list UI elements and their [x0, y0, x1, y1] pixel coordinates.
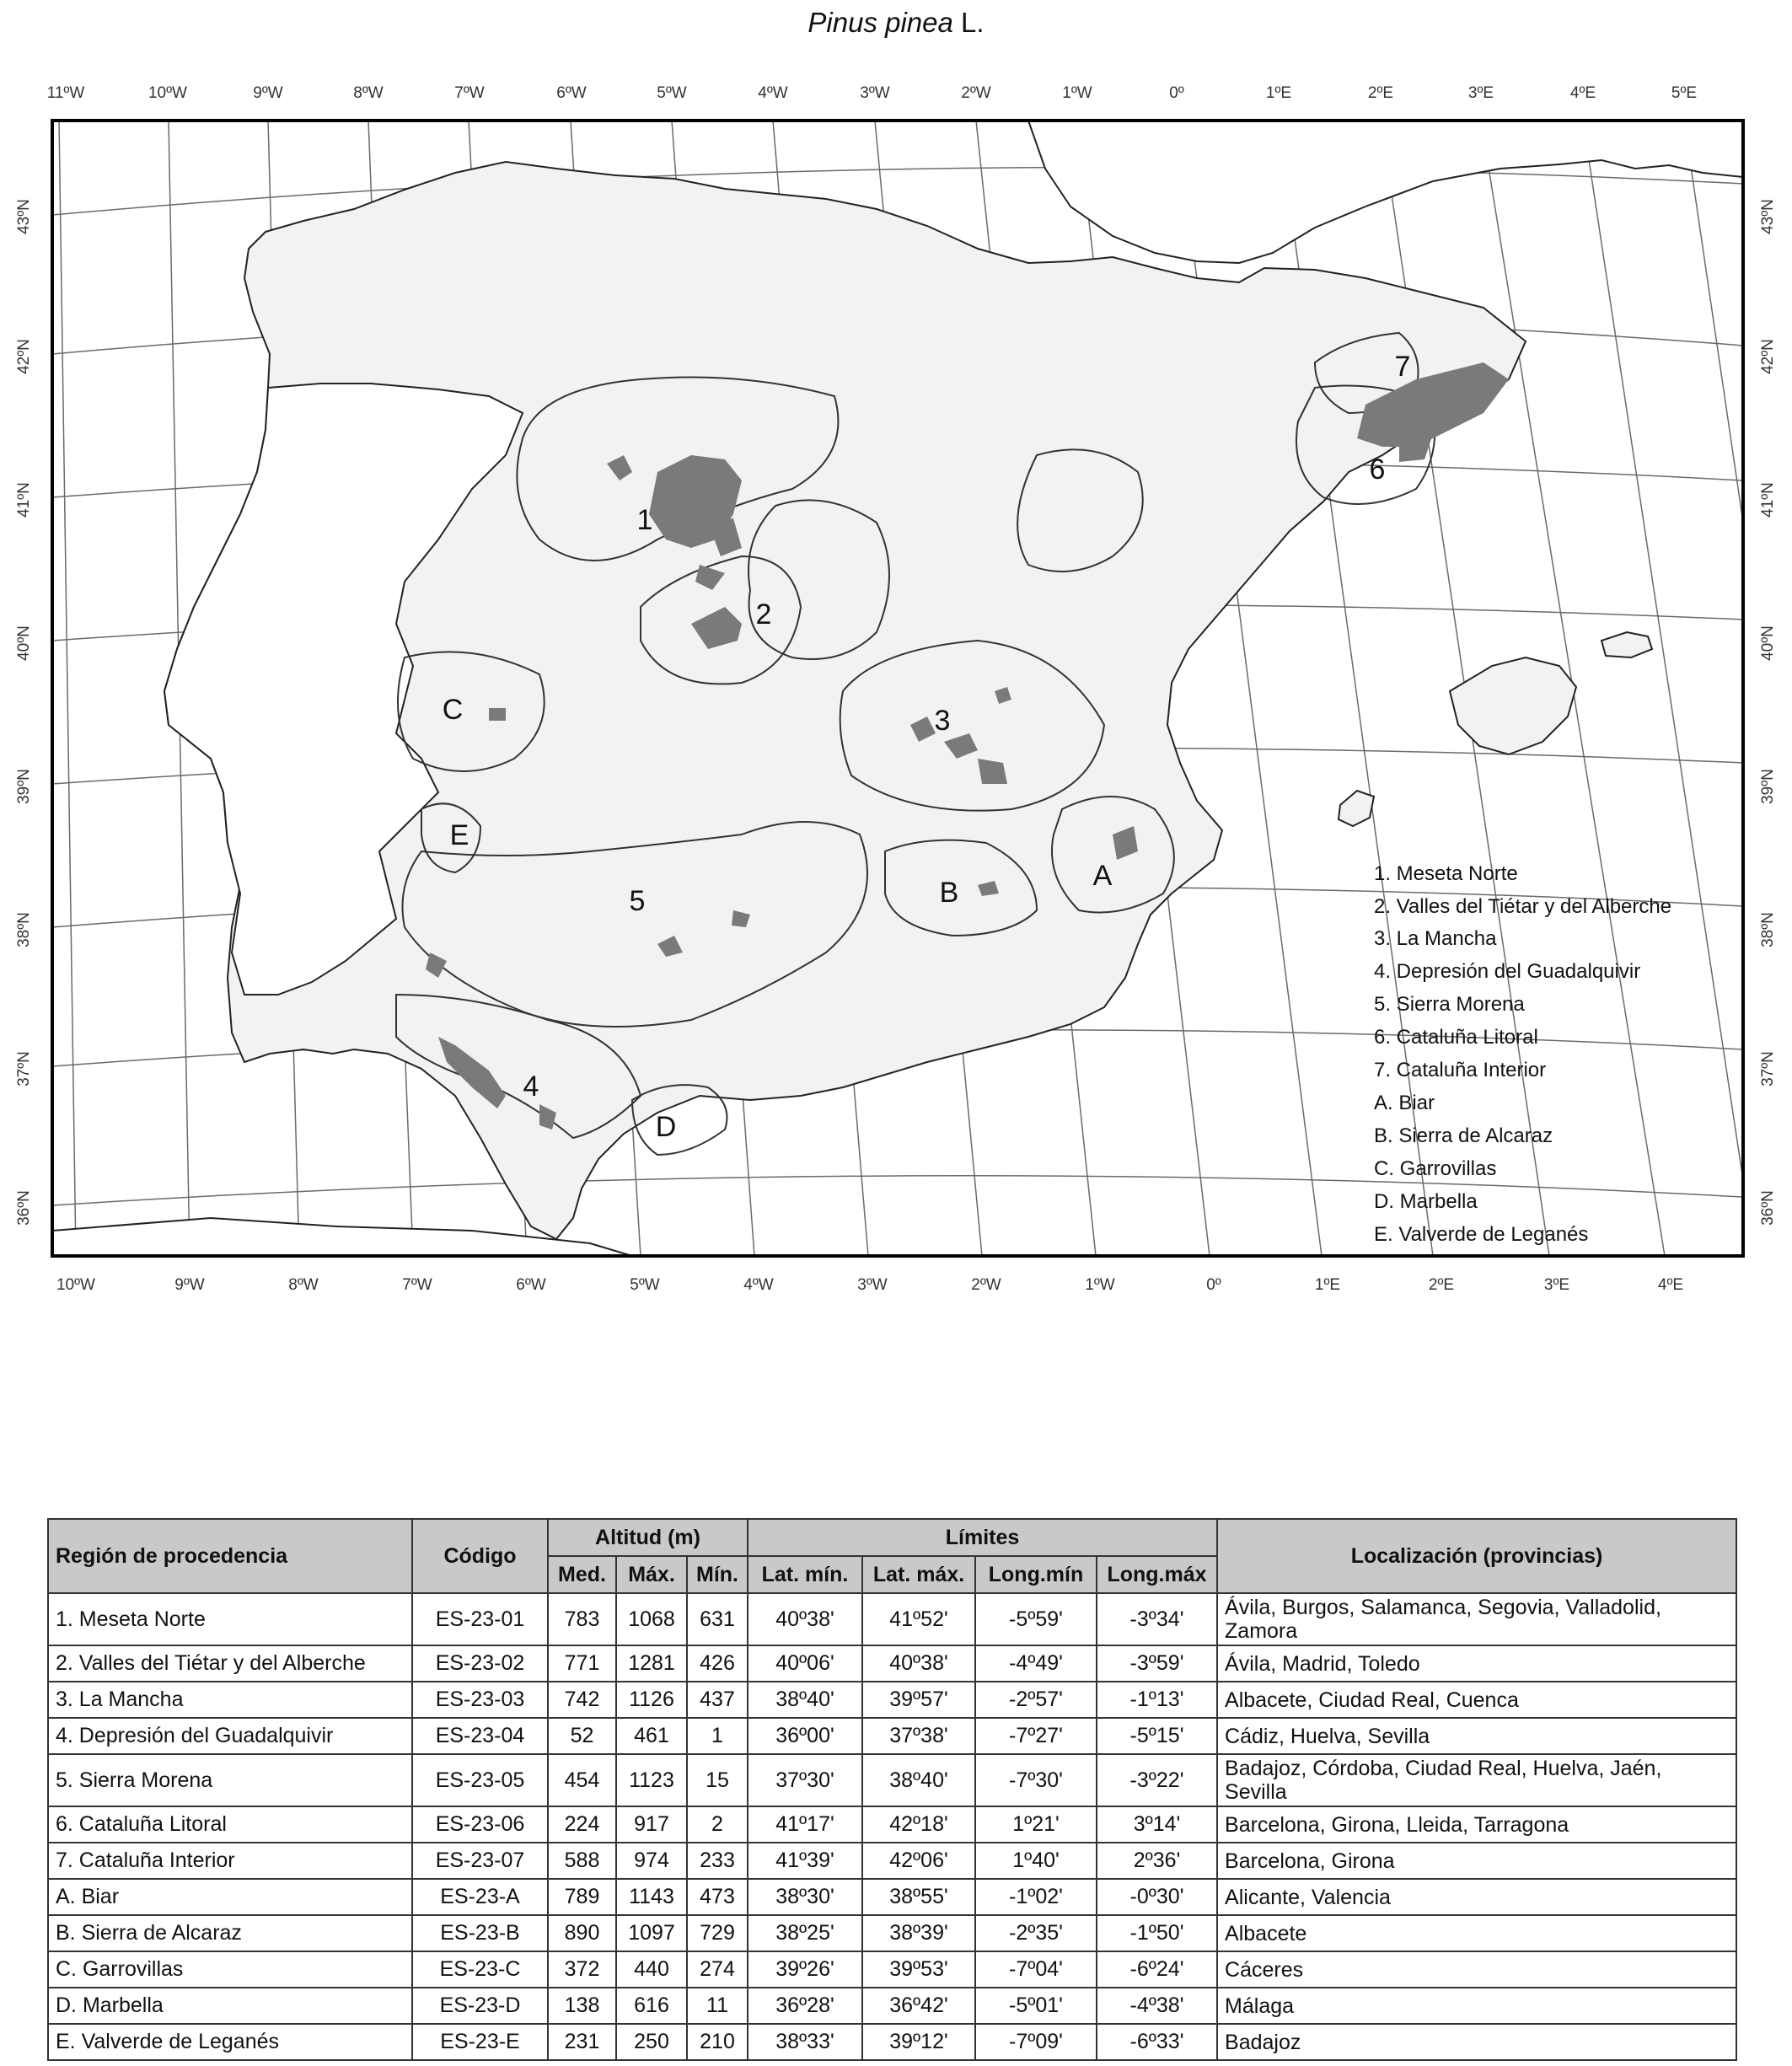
legend-item: E. Valverde de Leganés: [1374, 1223, 1589, 1246]
cell-altitude-min: 2: [687, 1806, 748, 1843]
cell-lat-min: 36º28': [748, 1988, 862, 2024]
cell-altitude-med: 372: [548, 1951, 616, 1988]
cell-altitude-max: 1123: [616, 1754, 687, 1806]
cell-altitude-med: 771: [548, 1645, 616, 1682]
bottom-tick-label: 1ºW: [1085, 1276, 1115, 1294]
cell-lat-min: 38º40': [748, 1682, 862, 1718]
top-tick-label: 1ºE: [1265, 84, 1292, 102]
cell-altitude-max: 440: [616, 1951, 687, 1988]
region-label-5: 5: [629, 885, 646, 917]
bottom-tick-label: 5ºW: [630, 1276, 660, 1294]
region-label-a: A: [1092, 860, 1113, 892]
cell-code: ES-23-05: [412, 1754, 548, 1806]
cell-long-min: -7º30': [975, 1754, 1097, 1806]
cell-code: ES-23-E: [412, 2024, 548, 2060]
legend-item: A. Biar: [1374, 1092, 1435, 1114]
cell-long-min: 1º40': [975, 1843, 1097, 1879]
species-name: Pinus pinea: [807, 7, 953, 38]
top-tick-label: 6ºW: [556, 84, 587, 102]
cell-location: Cádiz, Huelva, Sevilla: [1217, 1718, 1736, 1754]
bottom-tick-label: 7ºW: [402, 1276, 432, 1294]
bottom-tick-label: 4ºW: [743, 1276, 774, 1294]
legend-item: 3. La Mancha: [1374, 927, 1497, 950]
cell-lat-min: 40º06': [748, 1645, 862, 1682]
bottom-longitude-ticks: [56, 1276, 1683, 1294]
header-long-max: Long.máx: [1097, 1556, 1217, 1593]
left-tick-label: 43ºN: [15, 199, 33, 234]
cell-long-max: 3º14': [1097, 1806, 1217, 1843]
cell-long-max: -5º15': [1097, 1718, 1217, 1754]
cell-altitude-med: 231: [548, 2024, 616, 2060]
cell-long-min: -7º09': [975, 2024, 1097, 2060]
top-tick-label: 3ºW: [860, 84, 890, 102]
cell-location: Albacete, Ciudad Real, Cuenca: [1217, 1682, 1736, 1718]
cell-altitude-min: 473: [687, 1879, 748, 1915]
header-limits: Límites: [748, 1519, 1217, 1556]
left-tick-label: 36ºN: [15, 1190, 33, 1226]
cell-altitude-max: 250: [616, 2024, 687, 2060]
cell-lat-min: 36º00': [748, 1718, 862, 1754]
france-coast: [1028, 121, 1743, 263]
cell-long-min: -1º02': [975, 1879, 1097, 1915]
cell-altitude-max: 917: [616, 1806, 687, 1843]
cell-altitude-min: 11: [687, 1988, 748, 2024]
cell-location: Albacete: [1217, 1915, 1736, 1951]
table-row: [48, 1915, 1736, 1951]
bottom-tick-label: 3ºE: [1543, 1276, 1570, 1294]
cell-long-min: -7º04': [975, 1951, 1097, 1988]
cell-altitude-min: 631: [687, 1593, 748, 1645]
header-location: Localización (provincias): [1217, 1519, 1736, 1593]
cell-altitude-med: 742: [548, 1682, 616, 1718]
legend-item: 6. Cataluña Litoral: [1374, 1026, 1538, 1049]
cell-long-max: -6º24': [1097, 1951, 1217, 1988]
cell-lat-min: 38º25': [748, 1915, 862, 1951]
cell-lat-max: 39º12': [862, 2024, 975, 2060]
header-lat-max: Lat. máx.: [862, 1556, 975, 1593]
top-tick-label: 4ºW: [758, 84, 788, 102]
cell-lat-min: 41º17': [748, 1806, 862, 1843]
cell-lat-max: 39º53': [862, 1951, 975, 1988]
table-row: [48, 1645, 1736, 1682]
cell-altitude-min: 437: [687, 1682, 748, 1718]
legend-item: 2. Valles del Tiétar y del Alberche: [1374, 895, 1672, 918]
cell-code: ES-23-02: [412, 1645, 548, 1682]
cell-region: C. Garrovillas: [48, 1951, 412, 1988]
cell-region: 2. Valles del Tiétar y del Alberche: [48, 1645, 412, 1682]
cell-altitude-min: 1: [687, 1718, 748, 1754]
cell-lat-max: 37º38': [862, 1718, 975, 1754]
cell-region: A. Biar: [48, 1879, 412, 1915]
top-tick-label: 7ºW: [454, 84, 485, 102]
cell-lat-max: 38º40': [862, 1754, 975, 1806]
cell-altitude-max: 1281: [616, 1645, 687, 1682]
cell-lat-max: 36º42': [862, 1988, 975, 2024]
cell-lat-max: 42º18': [862, 1806, 975, 1843]
left-tick-label: 38ºN: [15, 912, 33, 947]
right-tick-label: 37ºN: [1759, 1051, 1777, 1087]
cell-long-max: -3º34': [1097, 1593, 1217, 1645]
legend-item: D. Marbella: [1374, 1190, 1478, 1213]
cell-region: 1. Meseta Norte: [48, 1593, 412, 1645]
cell-location: Barcelona, Girona: [1217, 1843, 1736, 1879]
header-long-min: Long.mín: [975, 1556, 1097, 1593]
cell-region: 6. Cataluña Litoral: [48, 1806, 412, 1843]
header-min: Mín.: [687, 1556, 748, 1593]
cell-region: E. Valverde de Leganés: [48, 2024, 412, 2060]
region-label-c: C: [442, 694, 464, 726]
mallorca-island: [1450, 657, 1576, 754]
cell-lat-min: 37º30': [748, 1754, 862, 1806]
right-tick-label: 36ºN: [1759, 1190, 1777, 1226]
right-tick-label: 43ºN: [1759, 199, 1777, 234]
bottom-tick-label: 9ºW: [174, 1276, 205, 1294]
cell-altitude-max: 1143: [616, 1879, 687, 1915]
cell-long-min: -2º35': [975, 1915, 1097, 1951]
top-tick-label: 2ºW: [961, 84, 991, 102]
cell-altitude-max: 461: [616, 1718, 687, 1754]
cell-long-max: -4º38': [1097, 1988, 1217, 2024]
cell-long-min: 1º21': [975, 1806, 1097, 1843]
table-row: [48, 1951, 1736, 1988]
top-tick-label: 3ºE: [1467, 84, 1494, 102]
table-row: [48, 1879, 1736, 1915]
legend-item: 4. Depresión del Guadalquivir: [1374, 960, 1641, 983]
region-label-2: 2: [755, 598, 772, 631]
cell-lat-min: 38º30': [748, 1879, 862, 1915]
cell-long-min: -5º01': [975, 1988, 1097, 2024]
cell-code: ES-23-01: [412, 1593, 548, 1645]
cell-location: Badajoz, Córdoba, Ciudad Real, Huelva, Jaén, Sevilla: [1217, 1754, 1736, 1806]
top-tick-label: 2ºE: [1367, 84, 1394, 102]
right-tick-label: 42ºN: [1759, 339, 1777, 374]
cell-altitude-max: 974: [616, 1843, 687, 1879]
left-latitude-ticks: [15, 199, 33, 1226]
cell-code: ES-23-06: [412, 1806, 548, 1843]
table-row: [48, 1754, 1736, 1806]
left-tick-label: 37ºN: [15, 1051, 33, 1087]
cell-long-max: -3º59': [1097, 1645, 1217, 1682]
bottom-tick-label: 2ºW: [971, 1276, 1001, 1294]
top-tick-label: 9ºW: [253, 84, 283, 102]
cell-altitude-med: 224: [548, 1806, 616, 1843]
cell-location: Alicante, Valencia: [1217, 1879, 1736, 1915]
bottom-tick-label: 1ºE: [1314, 1276, 1341, 1294]
bottom-tick-label: 4ºE: [1657, 1276, 1684, 1294]
right-tick-label: 39ºN: [1759, 769, 1777, 804]
top-longitude-ticks: [47, 84, 1697, 102]
cell-long-max: 2º36': [1097, 1843, 1217, 1879]
cell-code: ES-23-04: [412, 1718, 548, 1754]
cell-lat-max: 41º52': [862, 1593, 975, 1645]
cell-location: Barcelona, Girona, Lleida, Tarragona: [1217, 1806, 1736, 1843]
bottom-tick-label: 3ºW: [857, 1276, 888, 1294]
cell-altitude-min: 15: [687, 1754, 748, 1806]
region-label-1: 1: [636, 504, 653, 536]
cell-altitude-min: 274: [687, 1951, 748, 1988]
menorca-island: [1602, 632, 1652, 657]
header-med: Med.: [548, 1556, 616, 1593]
bottom-tick-label: 6ºW: [516, 1276, 546, 1294]
cell-long-max: -3º22': [1097, 1754, 1217, 1806]
cell-region: D. Marbella: [48, 1988, 412, 2024]
cell-region: 5. Sierra Morena: [48, 1754, 412, 1806]
cell-code: ES-23-B: [412, 1915, 548, 1951]
table-row: [48, 1843, 1736, 1879]
right-tick-label: 40ºN: [1759, 625, 1777, 661]
legend-item: 1. Meseta Norte: [1374, 862, 1518, 885]
legend-item: 7. Cataluña Interior: [1374, 1059, 1547, 1081]
header-region: Región de procedencia: [48, 1519, 412, 1593]
bottom-tick-label: 0º: [1206, 1276, 1221, 1294]
left-tick-label: 42ºN: [15, 339, 33, 374]
cell-location: Málaga: [1217, 1988, 1736, 2024]
provenance-table: [47, 1518, 1737, 2061]
cell-long-min: -7º27': [975, 1718, 1097, 1754]
cell-lat-max: 42º06': [862, 1843, 975, 1879]
cell-altitude-max: 1068: [616, 1593, 687, 1645]
cell-region: B. Sierra de Alcaraz: [48, 1915, 412, 1951]
cell-location: Ávila, Burgos, Salamanca, Segovia, Valladolid, Zamora: [1217, 1593, 1736, 1645]
region-label-d: D: [655, 1111, 677, 1143]
cell-long-min: -4º49': [975, 1645, 1097, 1682]
cell-long-max: -1º13': [1097, 1682, 1217, 1718]
cell-code: ES-23-03: [412, 1682, 548, 1718]
cell-lat-min: 40º38': [748, 1593, 862, 1645]
cell-region: 7. Cataluña Interior: [48, 1843, 412, 1879]
region-label-b: B: [939, 877, 959, 909]
cell-long-max: -6º33': [1097, 2024, 1217, 2060]
cell-altitude-max: 616: [616, 1988, 687, 2024]
header-lat-min: Lat. mín.: [748, 1556, 862, 1593]
table-row: [48, 2024, 1736, 2060]
top-tick-label: 5ºE: [1671, 84, 1698, 102]
region-label-e: E: [449, 819, 469, 851]
cell-code: ES-23-07: [412, 1843, 548, 1879]
cell-long-min: -2º57': [975, 1682, 1097, 1718]
top-tick-label: 5ºW: [657, 84, 687, 102]
cell-altitude-med: 454: [548, 1754, 616, 1806]
table-row: [48, 1806, 1736, 1843]
cell-altitude-min: 233: [687, 1843, 748, 1879]
legend-item: 5. Sierra Morena: [1374, 993, 1525, 1016]
cell-lat-min: 38º33': [748, 2024, 862, 2060]
table-body: [48, 1593, 1736, 2060]
table-row: [48, 1718, 1736, 1754]
provenance-table-container: [47, 1518, 1736, 2061]
cell-altitude-max: 1097: [616, 1915, 687, 1951]
cell-code: ES-23-A: [412, 1879, 548, 1915]
left-tick-label: 39ºN: [15, 769, 33, 804]
cell-long-min: -5º59': [975, 1593, 1097, 1645]
cell-lat-max: 38º39': [862, 1915, 975, 1951]
top-tick-label: 1ºW: [1062, 84, 1092, 102]
cell-code: ES-23-C: [412, 1951, 548, 1988]
top-tick-label: 4ºE: [1569, 84, 1596, 102]
region-label-6: 6: [1369, 453, 1386, 486]
cell-location: Badajoz: [1217, 2024, 1736, 2060]
cell-altitude-med: 789: [548, 1879, 616, 1915]
cell-location: Cáceres: [1217, 1951, 1736, 1988]
bottom-tick-label: 10ºW: [56, 1276, 96, 1294]
top-tick-label: 11ºW: [46, 84, 85, 102]
ibiza-island: [1339, 791, 1374, 826]
cell-altitude-min: 210: [687, 2024, 748, 2060]
top-tick-label: 10ºW: [148, 84, 188, 102]
top-tick-label: 0º: [1169, 84, 1184, 102]
region-label-4: 4: [523, 1071, 539, 1103]
region-label-7: 7: [1394, 351, 1411, 383]
header-max: Máx.: [616, 1556, 687, 1593]
header-code: Código: [412, 1519, 548, 1593]
top-tick-label: 8ºW: [353, 84, 384, 102]
table-row: [48, 1988, 1736, 2024]
bottom-tick-label: 2ºE: [1428, 1276, 1455, 1294]
cell-lat-max: 40º38': [862, 1645, 975, 1682]
header-altitude: Altitud (m): [548, 1519, 748, 1556]
legend-item: B. Sierra de Alcaraz: [1374, 1124, 1553, 1147]
left-tick-label: 41ºN: [15, 482, 33, 518]
cell-long-max: -1º50': [1097, 1915, 1217, 1951]
legend-item: C. Garrovillas: [1374, 1157, 1497, 1180]
cell-altitude-min: 729: [687, 1915, 748, 1951]
table-row: [48, 1593, 1736, 1645]
cell-long-max: -0º30': [1097, 1879, 1217, 1915]
cell-altitude-med: 138: [548, 1988, 616, 2024]
cell-code: ES-23-D: [412, 1988, 548, 2024]
cell-altitude-med: 783: [548, 1593, 616, 1645]
region-label-3: 3: [934, 705, 951, 737]
cell-lat-max: 39º57': [862, 1682, 975, 1718]
cell-altitude-max: 1126: [616, 1682, 687, 1718]
cell-lat-min: 39º26': [748, 1951, 862, 1988]
right-tick-label: 41ºN: [1759, 482, 1777, 518]
right-latitude-ticks: [1759, 199, 1777, 1226]
cell-lat-max: 38º55': [862, 1879, 975, 1915]
cell-location: Ávila, Madrid, Toledo: [1217, 1645, 1736, 1682]
species-author: L.: [961, 7, 985, 38]
bottom-tick-label: 8ºW: [288, 1276, 319, 1294]
cell-lat-min: 41º39': [748, 1843, 862, 1879]
cell-region: 3. La Mancha: [48, 1682, 412, 1718]
map-legend: [1374, 862, 1671, 1246]
cell-altitude-min: 426: [687, 1645, 748, 1682]
left-tick-label: 40ºN: [15, 625, 33, 661]
right-tick-label: 38ºN: [1759, 912, 1777, 947]
cell-altitude-med: 52: [548, 1718, 616, 1754]
cell-altitude-med: 890: [548, 1915, 616, 1951]
cell-altitude-med: 588: [548, 1843, 616, 1879]
table-row: [48, 1682, 1736, 1718]
cell-region: 4. Depresión del Guadalquivir: [48, 1718, 412, 1754]
